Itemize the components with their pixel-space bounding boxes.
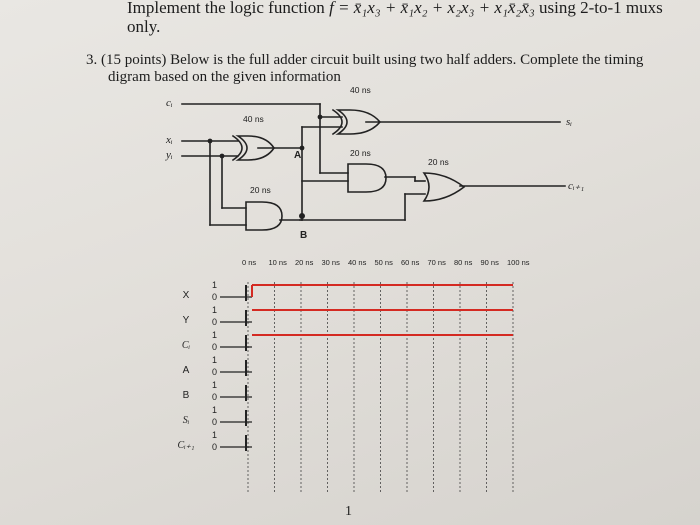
level-high-label: 1 [212, 330, 218, 340]
time-label: 100 ns [507, 258, 530, 267]
and-gate-1 [246, 202, 282, 230]
input-label-ci: cᵢ [166, 97, 173, 109]
and-gate-2 [348, 164, 386, 192]
time-label: 60 ns [401, 258, 420, 267]
level-low-label: 0 [212, 317, 218, 327]
level-low-label: 0 [212, 442, 218, 452]
signal-label: B [182, 390, 190, 401]
time-label: 30 ns [321, 258, 340, 267]
level-low-label: 0 [212, 392, 218, 402]
delay-label-and2: 20 ns [350, 148, 371, 158]
time-label: 40 ns [348, 258, 367, 267]
delay-label-and1: 20 ns [250, 185, 271, 195]
output-label-ci1: cᵢ₊₁ [568, 180, 585, 192]
level-high-label: 1 [212, 280, 218, 290]
node-b-dot [299, 213, 305, 219]
input-label-yi: yᵢ [166, 149, 173, 161]
level-high-label: 1 [212, 305, 218, 315]
page-number: 1 [345, 504, 352, 519]
level-low-label: 0 [212, 417, 218, 427]
signal-label: Cᵢ [181, 340, 191, 351]
level-low-label: 0 [212, 292, 218, 302]
delay-label-or: 20 ns [428, 157, 449, 167]
time-label: 80 ns [454, 258, 473, 267]
time-label: 20 ns [295, 258, 314, 267]
signal-label: X [182, 290, 190, 301]
delay-label-xor1: 40 ns [243, 114, 264, 124]
level-high-label: 1 [212, 430, 218, 440]
level-low-label: 0 [212, 367, 218, 377]
signal-label: Y [182, 315, 190, 326]
time-label: 50 ns [374, 258, 393, 267]
signal-label: Cᵢ₊₁ [177, 440, 195, 451]
timing-diagram [177, 258, 529, 492]
input-label-xi: xᵢ [166, 134, 173, 146]
level-high-label: 1 [212, 405, 218, 415]
delay-label-xor2: 40 ns [350, 85, 371, 95]
node-label-a: A [294, 150, 302, 161]
time-label: 90 ns [480, 258, 499, 267]
level-high-label: 1 [212, 380, 218, 390]
time-label: 10 ns [268, 258, 287, 267]
output-label-si: sᵢ [566, 116, 573, 128]
level-high-label: 1 [212, 355, 218, 365]
time-label: 70 ns [427, 258, 446, 267]
node-label-b: B [300, 230, 308, 241]
level-low-label: 0 [212, 342, 218, 352]
or-gate [424, 173, 464, 201]
previous-question-line2: only. [127, 17, 161, 36]
previous-question-prefix: Implement the logic function [127, 0, 330, 17]
signal-label: A [182, 365, 190, 376]
time-label: 0 ns [242, 258, 257, 267]
question3-text-line1: 3. (15 points) Below is the full adder circuit built using two half adders. Complete the timing [86, 52, 644, 68]
logic-function-formula: f = x̄₁x₃ + x̄₁x₂ + x₂x₃ + x₁x̄₂x̄₃ [329, 0, 535, 17]
previous-question-suffix: using 2-to-1 muxs [534, 0, 663, 17]
signal-label: Sᵢ [182, 415, 190, 426]
question3-text-line2: digram based on the given information [108, 69, 341, 85]
